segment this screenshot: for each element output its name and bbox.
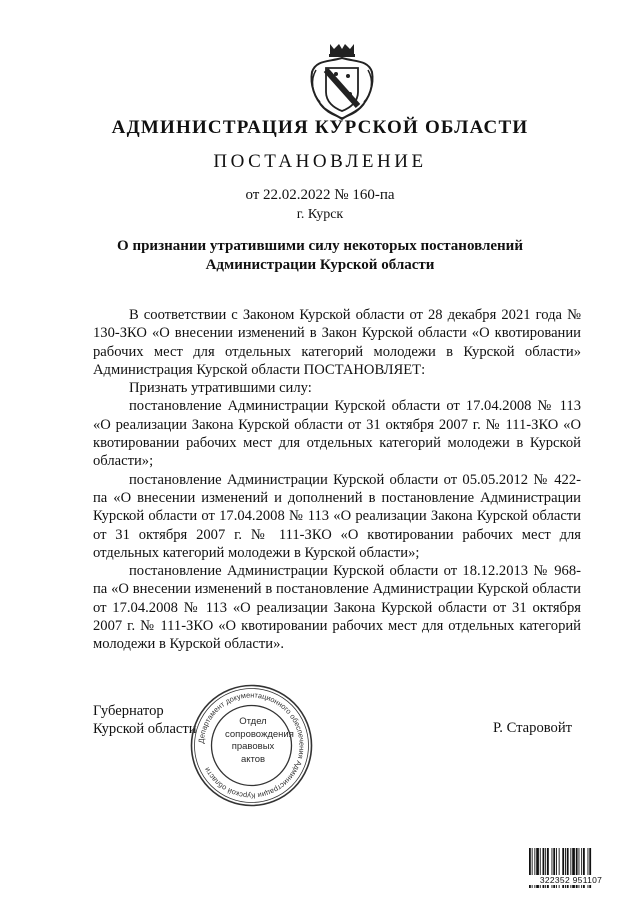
document-type: ПОСТАНОВЛЕНИЕ [213,151,427,172]
document-city: г. Курск [296,207,344,222]
document-title-line: Администрации Курской области [205,257,435,273]
stamp-line: Отдел [239,716,267,727]
barcode-number: 322352 951107 [528,875,614,885]
document-title [0,237,640,275]
body-paragraph: постановление Администрации Курской области от 18.12.2013 № 968-па «О внесении изменений в постановление Администрации Курской области от 17.04.2008 № 113 «О реализации Закона Курской области от 31 октября 2007 г. № 111-ЗКО «О квотировании рабочих мест для отдельных категорий молодежи в Курской области». [93,563,581,653]
stamp-line: сопровождения [225,728,294,740]
signatory-position [93,702,197,739]
stamp-ring-text: Департамент документационного обеспечения Администрации Курской области [196,690,307,801]
body-paragraph: Признать утратившими силу: [129,380,312,397]
organization-title: АДМИНИСТРАЦИЯ КУРСКОЙ ОБЛАСТИ [111,117,529,138]
stamp-inner-text [225,716,294,778]
stamp-line: правовых [231,741,275,752]
signatory-position-line: Губернатор [93,703,164,719]
body-paragraph: В соответствии с Законом Курской области от 28 декабря 2021 года № 130-ЗКО «О внесении изменений в Закон Курской области «О квотировании рабочих мест для отдельных категорий молодежи в Курской области» Администрация Курской области ПОСТАНОВЛЯЕТ: [93,307,581,378]
body-paragraph: постановление Администрации Курской области от 05.05.2012 № 422-па «О внесении изменений и дополнений в постановление Администрации Курской области от 17.04.2008 № 113 «О реализации Закона Курской области от 31 октября 2007 г. № 111-ЗКО «О квотировании рабочих мест для отдельных категорий молодежи в Курской области»; [93,471,581,561]
document-body [93,306,581,654]
signatory-name: Р. Старовойт [493,720,573,736]
coat-of-arms-icon [306,40,378,122]
stamp-line: актов [240,753,266,765]
signatory-position-line: Курской области [93,721,197,738]
body-paragraph: постановление Администрации Курской области от 17.04.2008 № 113 «О реализации Закона Курской области от 31 октября 2007 г. № 111-ЗКО «О квотировании рабочих мест для отдельных категорий молодежи в Курской области»; [93,398,581,470]
document-date-number: от 22.02.2022 № 160-па [245,187,395,203]
document-title-line: О признании утратившими силу некоторых постановлений [117,238,523,254]
